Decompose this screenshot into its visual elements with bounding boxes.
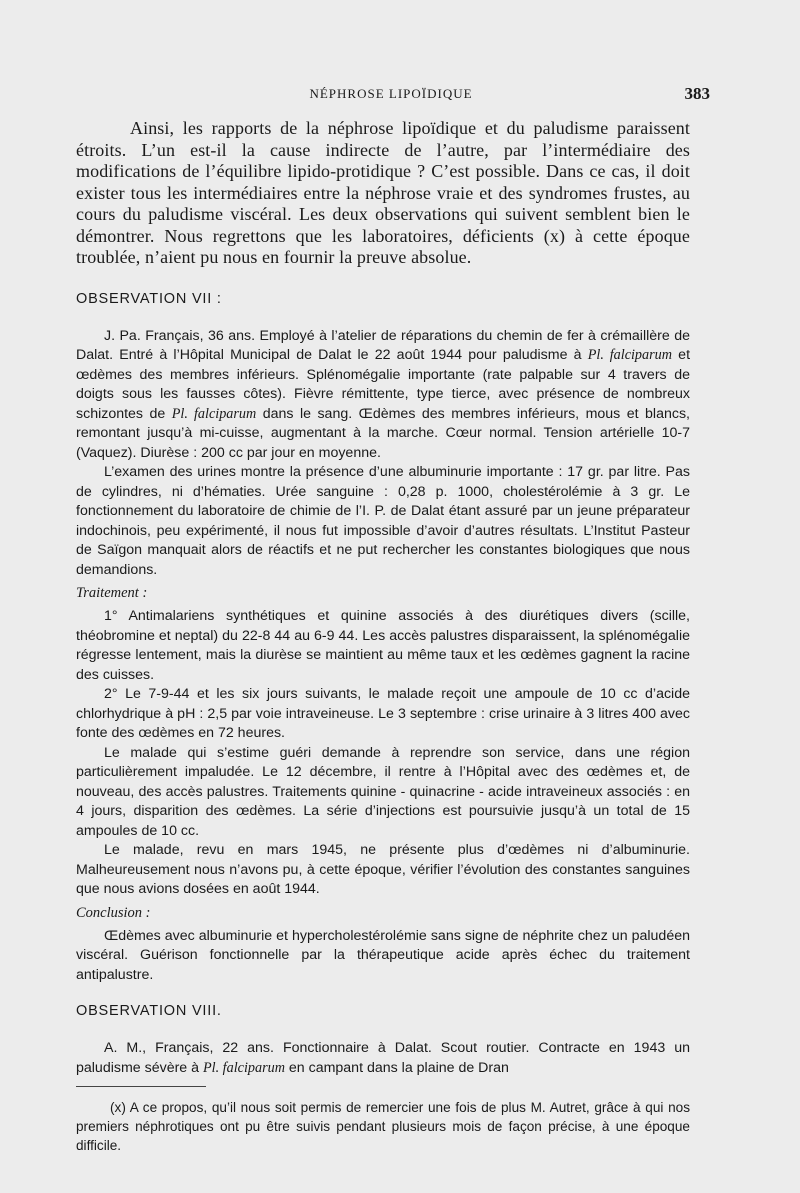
observation-8-paragraph [76, 1039, 690, 1078]
conclusion-heading: Conclusion : [76, 904, 151, 921]
footnote: (x) A ce propos, qu’il nous soit permis de remercier une fois de plus M. Autret, grâce à qui nos premiers néphrotiques ont pu être suivis pendant plusieurs mois de façon précise, à une époque difficile. [76, 1100, 690, 1153]
treatment-paragraph-2: 2° Le 7-9-44 et les six jours suivants, le malade reçoit une ampoule de 10 cc d’acide chlorhydrique à pH : 2,5 par voie intraveineuse. Le 3 septembre : crise urinaire à 3 litres 400 avec fonte des œdèmes en 72 heures. [76, 686, 690, 741]
intro-paragraph: Ainsi, les rapports de la néphrose lipoïdique et du paludisme paraissent étroits. L’un est-il la cause indirecte de l’autre, par l’intermédiaire des modifications de l’équilibre lipido-protidique ? C’est possible. Dans ce cas, il doit exister tous les intermédiaires entre la néphrose vraie et des syndromes frustes, au cours du paludisme viscéral. Les deux observations qui suivent semblent bien le démontrer. Nous regrettons que les laboratoires, déficients (x) à cette époque troublée, n’aient pu nous en fournir la preuve absolue. [76, 118, 690, 267]
running-header [76, 84, 710, 106]
case-text-part-3: dans le sang. Œdèmes des membres inférieurs, mous et blancs, remontant jusqu’à mi-cuisse, augmentant à la marche. Cœur normal. Tension artérielle 10-7 (Vaquez). Diurèse : 200 cc par jour en moyenne. [76, 405, 690, 461]
treatment-paragraph-4: Le malade, revu en mars 1945, ne présente plus d’œdèmes ni d’albuminurie. Malheureusement nous n’avons pu, à cette époque, vérifier l’évolution des constantes sanguines que nous avions dosées en août 1944. [76, 842, 690, 897]
treatment-paragraph-1: 1° Antimalariens synthétiques et quinine associés à des diurétiques divers (scille, théobromine et neptal) du 22-8 44 au 6-9 44. Les accès palustres disparaissent, la splénomégalie régresse lentement, mais la diurèse se maintient au même taux et les œdèmes gagnent la racine des cuisses. [76, 608, 690, 683]
observation-7-case-paragraph-2: L’examen des urines montre la présence d’une albuminurie importante : 17 gr. par litre. Pas de cylindres, ni d’hématies. Urée sanguine : 0,28 p. 1000, cholestérolémie à 3 gr. Le fonctionnement du laboratoire de chimie de l’I. P. de Dalat étant assuré par un jeune préparateur indochinois, peu expérimenté, il nous fut impossible d’avoir d’autres résultats. L’Institut Pasteur de Saïgon manquait alors de réactifs et ne put rechercher les constantes biologiques que nous demandions. [76, 464, 690, 578]
conclusion-paragraph: Œdèmes avec albuminurie et hypercholestérolémie sans signe de néphrite chez un paludéen viscéral. Guérison fonctionnelle par la thérapeutique acide après échec du traitement antipalustre. [76, 927, 690, 983]
species-name: Pl. falciparum [587, 347, 672, 363]
obs8-text-part-1: A. M., Français, 22 ans. Fonctionnaire à Dalat. Scout routier. Contracte en 1943 un paludisme sévère à [76, 1040, 690, 1076]
footnote-divider [76, 1086, 206, 1087]
observation-7-case-paragraph-1 [76, 327, 690, 464]
treatment-heading: Traitement : [76, 585, 148, 601]
treatment-paragraph-3: Le malade qui s’estime guéri demande à reprendre son service, dans une région particulièrement impaludée. Le 12 décembre, il rentre à l’Hôpital avec des œdèmes et, de nouveau, des accès palustres. Traitements quinine - quinacrine - acide intraveineux associés : en 4 jours, disparition des œdèmes. La série d’injections est poursuivie jusqu’à un total de 15 ampoules de 10 cc. [76, 744, 690, 839]
page-content [76, 118, 690, 1078]
species-name: Pl. falciparum [171, 405, 257, 422]
observation-7-title: OBSERVATION VII : [76, 290, 222, 307]
case-text-part-1: J. Pa. Français, 36 ans. Employé à l’atelier de réparations du chemin de fer à crémaillère de Dalat. Entré à l’Hôpital Municipal de Dalat le 22 août 1944 pour paludisme à [76, 327, 690, 363]
page-number: 383 [684, 84, 710, 103]
running-title: NÉPHROSE LIPOÏDIQUE [309, 86, 473, 101]
observation-8-title: OBSERVATION VIII. [76, 1003, 222, 1019]
species-name: Pl. falciparum [202, 1059, 285, 1076]
obs8-text-part-2: en campant dans la plaine de Dran [284, 1059, 509, 1076]
case-text-part-2: et œdèmes des membres inférieurs. Splénomégalie importante (rate palpable sur 4 travers de doigts sous les fausses côtes). Fièvre rémittente, type tierce, avec présence de nombreux schizontes de [76, 347, 691, 422]
